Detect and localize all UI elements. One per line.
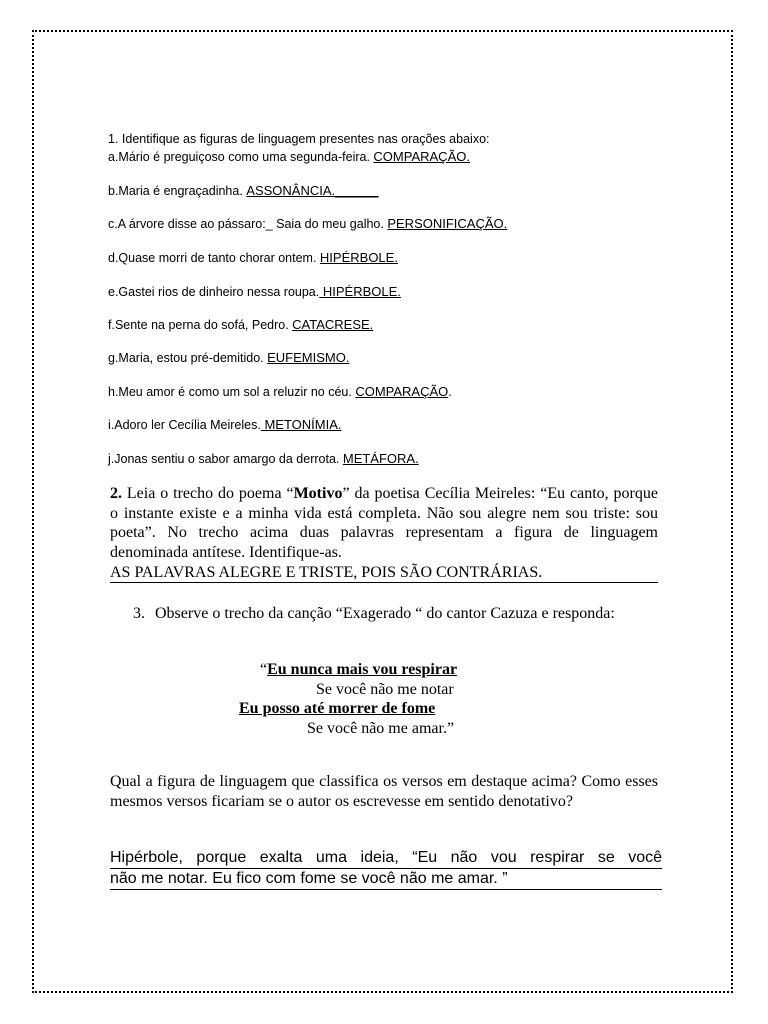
- question-2-number: 2.: [110, 485, 122, 502]
- question-1-item-i: i.Adoro ler Cecília Meireles. METONÍMIA.: [108, 417, 342, 432]
- question-3-answer-line-1: Hipérbole, porque exalta uma ideia, “Eu não vou respirar se você: [110, 848, 662, 869]
- poem-line-4: Se você não me amar.”: [307, 720, 455, 737]
- answer-e: HIPÉRBOLE.: [319, 284, 401, 299]
- answer-f: CATACRESE.: [292, 317, 374, 332]
- question-1-item-b: b.Maria é engraçadinha. ASSONÂNCIA.______: [108, 183, 379, 198]
- question-1-item-e: e.Gastei rios de dinheiro nessa roupa. HIPÉRBOLE.: [108, 284, 401, 299]
- question-1-item-g: g.Maria, estou pré-demitido. EUFEMISMO.: [108, 350, 350, 365]
- question-2: 2. Leia o trecho do poema “Motivo” da poetisa Cecília Meireles: “Eu canto, porque o instante existe e a minha vida está completa. Não sou alegre nem sou triste: sou poeta”. No trecho acima duas palavras representam a figura de linguagem denominada antítese. Identifique-as.: [110, 485, 658, 561]
- answer-d: HIPÉRBOLE.: [319, 250, 398, 265]
- question-1-item-c: c.A árvore disse ao pássaro:_ Saia do meu galho. PERSONIFICAÇÃO.: [108, 216, 508, 231]
- question-3-prompt: Observe o trecho da canção “Exagerado “ do cantor Cazuza e responda:: [155, 605, 615, 622]
- answer-b: ASSONÂNCIA.______: [246, 183, 379, 198]
- question-3-answer: [110, 848, 662, 890]
- question-1-item-h: h.Meu amor é como um sol a reluzir no céu. COMPARAÇÃO.: [108, 384, 452, 399]
- question-3-answer-line-2: não me notar. Eu fico com fome se você não me amar. ”: [110, 869, 662, 890]
- answer-g: EUFEMISMO.: [267, 350, 350, 365]
- question-1-item-a: a.Mário é preguiçoso como uma segunda-feira. COMPARAÇÃO.: [108, 149, 470, 164]
- question-1-item-f: f.Sente na perna do sofá, Pedro. CATACRESE.: [108, 317, 374, 332]
- poem-line-1: “Eu nunca mais vou respirar: [260, 661, 458, 678]
- answer-a: COMPARAÇÃO.: [373, 149, 470, 164]
- answer-j: METÁFORA.: [342, 451, 419, 466]
- poem-title: Motivo: [293, 485, 343, 502]
- question-3-number: 3.: [133, 605, 145, 622]
- answer-c: PERSONIFICAÇÃO.: [387, 216, 508, 231]
- answer-h: COMPARAÇÃO: [355, 384, 449, 399]
- question-1-item-j: j.Jonas sentiu o sabor amargo da derrota. METÁFORA.: [108, 451, 419, 466]
- poem-line-2: Se você não me notar: [316, 681, 454, 698]
- question-1-prompt: 1. Identifique as figuras de linguagem presentes nas orações abaixo:: [108, 132, 490, 146]
- answer-i: METONÍMIA.: [260, 417, 342, 432]
- question-2-answer: AS PALAVRAS ALEGRE E TRISTE, POIS SÃO CONTRÁRIAS.: [110, 563, 658, 583]
- poem-line-3: Eu posso até morrer de fome: [239, 700, 436, 717]
- question-3-question: Qual a figura de linguagem que classifica os versos em destaque acima? Como esses mesmos versos ficariam se o autor os escrevesse em sentido denotativo?: [110, 773, 658, 810]
- question-1-item-d: d.Quase morri de tanto chorar ontem. HIPÉRBOLE.: [108, 250, 398, 265]
